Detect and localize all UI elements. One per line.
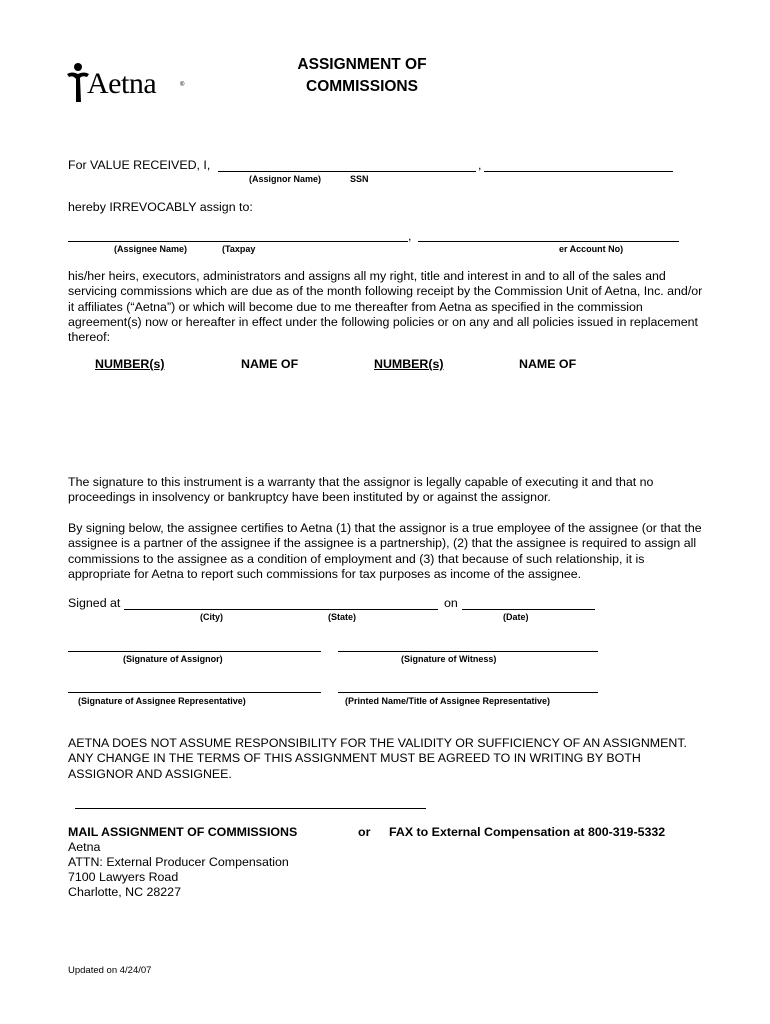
assignee-rep-signature-label: (Signature of Assignee Representative) [78,696,246,706]
mail-heading: MAIL ASSIGNMENT OF COMMISSIONS [68,825,298,839]
title-line-1: ASSIGNMENT OF [297,56,427,73]
witness-signature-label: (Signature of Witness) [401,654,497,664]
certification-paragraph: By signing below, the assignee certifies to Aetna (1) that the assignor is a true employee of the assignee (or that the assignee is a partner of the assignee if the assignee is a partnership), (2) that the assignee is required to assign all commissions to the assignee as a condition of employment and (3) that because of such relationship, it is appropriate for Aetna to report such commissions for tax purposes as income of the assignee. [68,521,702,581]
signed-location-field[interactable] [124,609,438,610]
city-label: (City) [200,612,223,622]
assignor-comma: , [478,158,482,172]
account-label: er Account No) [559,244,624,254]
assignor-signature-field[interactable] [68,651,321,652]
state-label: (State) [328,612,357,622]
assignee-name-field[interactable] [68,241,408,242]
assignor-ssn-field[interactable] [484,171,673,172]
assignee-comma: , [408,229,412,243]
policy-name-header-2: NAME OF [519,357,577,371]
warranty-paragraph: The signature to this instrument is a warranty that the assignor is legally capable of executing it and that no proceedings in insolvency or bankruptcy have been instituted by or against the assignor. [68,475,654,505]
ssn-label: SSN [350,174,369,184]
assign-line: hereby IRREVOCABLY assign to: [68,200,253,214]
blank-line-field[interactable] [75,808,426,809]
assignment-paragraph: his/her heirs, executors, administrators and assigns all my right, title and interest in and to all of the sales and servicing commissions which are due as of the month following receipt by the Commission Unit of Aetna, Inc. and/or it affiliates (“Aetna”) or which will become due to me thereafter from Aetna as specified in the commission agreement(s) now or hereafter in effect under the following policies or on any and all policies issued in replacement thereof: [68,269,703,345]
witness-signature-field[interactable] [338,651,598,652]
assignee-name-label: (Assignee Name) [114,244,188,254]
assignor-signature-label: (Signature of Assignor) [123,654,223,664]
signed-date-field[interactable] [462,609,595,610]
mail-address-line-3: 7100 Lawyers Road [68,870,179,884]
signed-on-label: on [444,596,458,610]
policy-number-header-2: NUMBER(s) [374,357,444,371]
fax-instruction: FAX to External Compensation at 800-319-5332 [389,825,666,839]
mail-address-line-4: Charlotte, NC 28227 [68,885,181,899]
or-label: or [358,825,371,839]
aetna-logo [66,60,196,104]
assignor-prefix: For VALUE RECEIVED, I, [68,158,211,172]
date-label: (Date) [503,612,529,622]
title-line-2: COMMISSIONS [306,78,418,95]
document-title [262,54,462,98]
logo-trademark: ® [180,82,185,88]
mail-address-line-1: Aetna [68,840,101,854]
assignee-rep-signature-field[interactable] [68,692,321,693]
policy-number-header-1: NUMBER(s) [95,357,165,371]
mail-address-line-2: ATTN: External Producer Compensation [68,855,289,869]
logo-wordmark: Aetna [87,67,157,100]
signed-at-label: Signed at [68,596,121,610]
taxpay-label: (Taxpay [222,244,256,254]
updated-date: Updated on 4/24/07 [68,965,152,976]
assignor-name-field[interactable] [218,171,476,172]
printed-name-label: (Printed Name/Title of Assignee Representative) [345,696,551,706]
policy-name-header-1: NAME OF [241,357,299,371]
assignee-account-field[interactable] [418,241,679,242]
assignor-name-label: (Assignor Name) [249,174,322,184]
disclaimer-paragraph: AETNA DOES NOT ASSUME RESPONSIBILITY FOR THE VALIDITY OR SUFFICIENCY OF AN ASSIGNMENT. ANY CHANGE IN THE TERMS OF THIS ASSIGNMENT MUST BE AGREED TO IN WRITING BY BOTH ASSIGNOR AND ASSIGNEE. [68,736,687,781]
printed-name-field[interactable] [338,692,598,693]
